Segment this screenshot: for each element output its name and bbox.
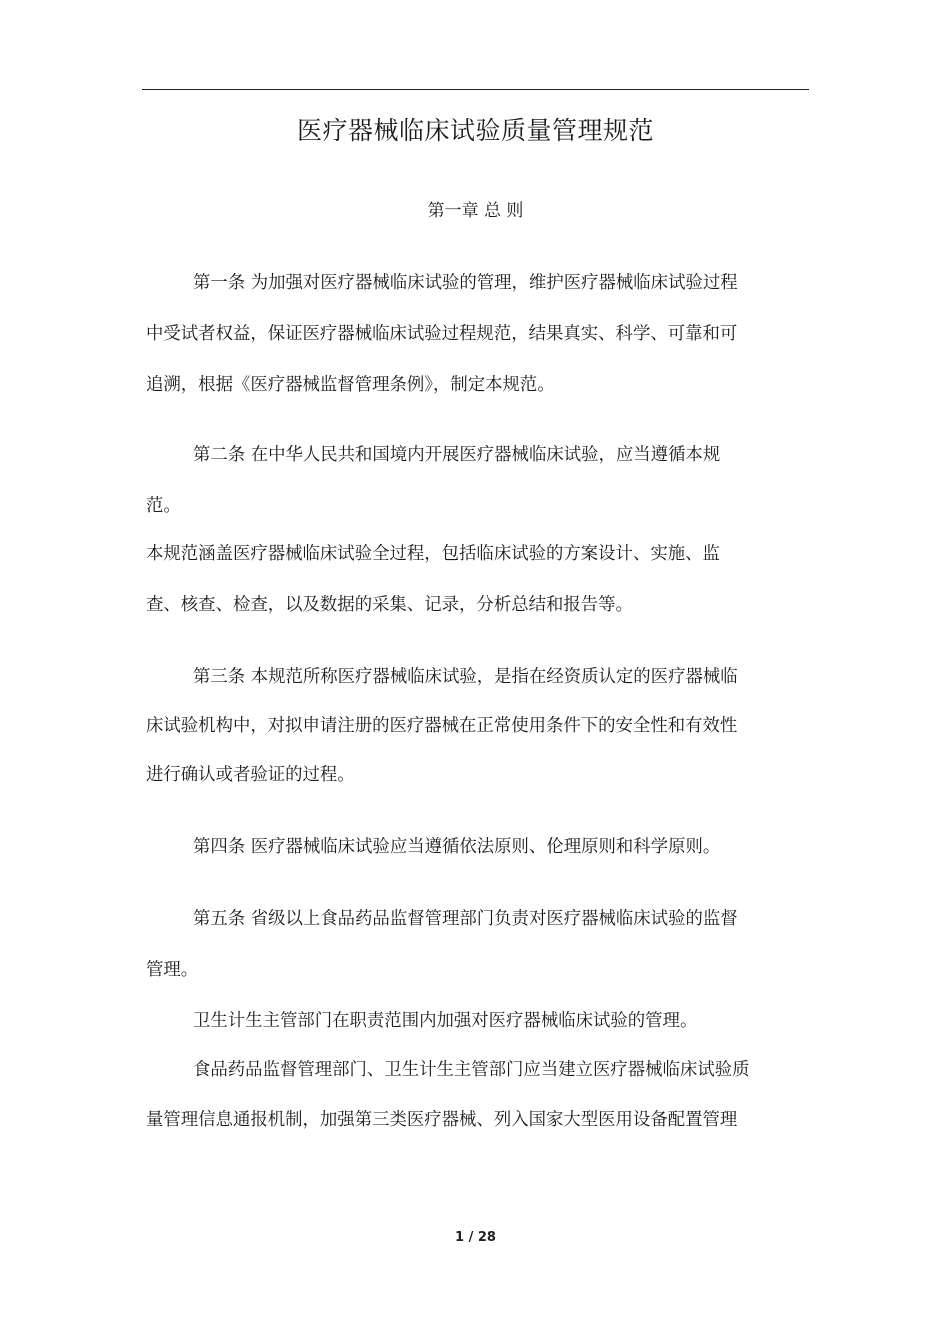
article-3-line-2: 床试验机构中，对拟申请注册的医疗器械在正常使用条件下的安全性和有效性 [146,716,738,736]
article-2-line-2: 范。 [146,496,181,516]
article-4-line-1: 第四条 医疗器械临床试验应当遵循依法原则、伦理原则和科学原则。 [193,837,721,857]
article-1-line-1: 第一条 为加强对医疗器械临床试验的管理，维护医疗器械临床试验过程 [193,273,738,293]
article-2-line-4: 查、核查、检查，以及数据的采集、记录，分析总结和报告等。 [146,595,633,615]
article-2-line-1: 第二条 在中华人民共和国境内开展医疗器械临床试验，应当遵循本规 [193,445,721,465]
article-5-line-4: 食品药品监督管理部门、卫生计生主管部门应当建立医疗器械临床试验质 [193,1060,750,1080]
article-5-line-3: 卫生计生主管部门在职责范围内加强对医疗器械临床试验的管理。 [193,1011,698,1031]
page-indicator: 1 / 28 [455,1230,496,1245]
article-1-line-3: 追溯，根据《医疗器械监督管理条例》，制定本规范。 [146,375,555,395]
article-5-line-1: 第五条 省级以上食品药品监督管理部门负责对医疗器械临床试验的监督 [193,909,738,929]
article-5-line-5: 量管理信息通报机制，加强第三类医疗器械、列入国家大型医用设备配置管理 [146,1110,738,1130]
document-title: 医疗器械临床试验质量管理规范 [296,116,654,145]
article-3-line-1: 第三条 本规范所称医疗器械临床试验，是指在经资质认定的医疗器械临 [193,667,738,687]
chapter-heading: 第一章 总 则 [427,201,524,221]
header-rule [142,89,809,90]
article-3-line-3: 进行确认或者验证的过程。 [146,765,355,785]
article-1-line-2: 中受试者权益，保证医疗器械临床试验过程规范，结果真实、科学、可靠和可 [146,324,738,344]
article-2-line-3: 本规范涵盖医疗器械临床试验全过程，包括临床试验的方案设计、实施、监 [146,544,720,564]
article-5-line-2: 管理。 [146,960,199,980]
